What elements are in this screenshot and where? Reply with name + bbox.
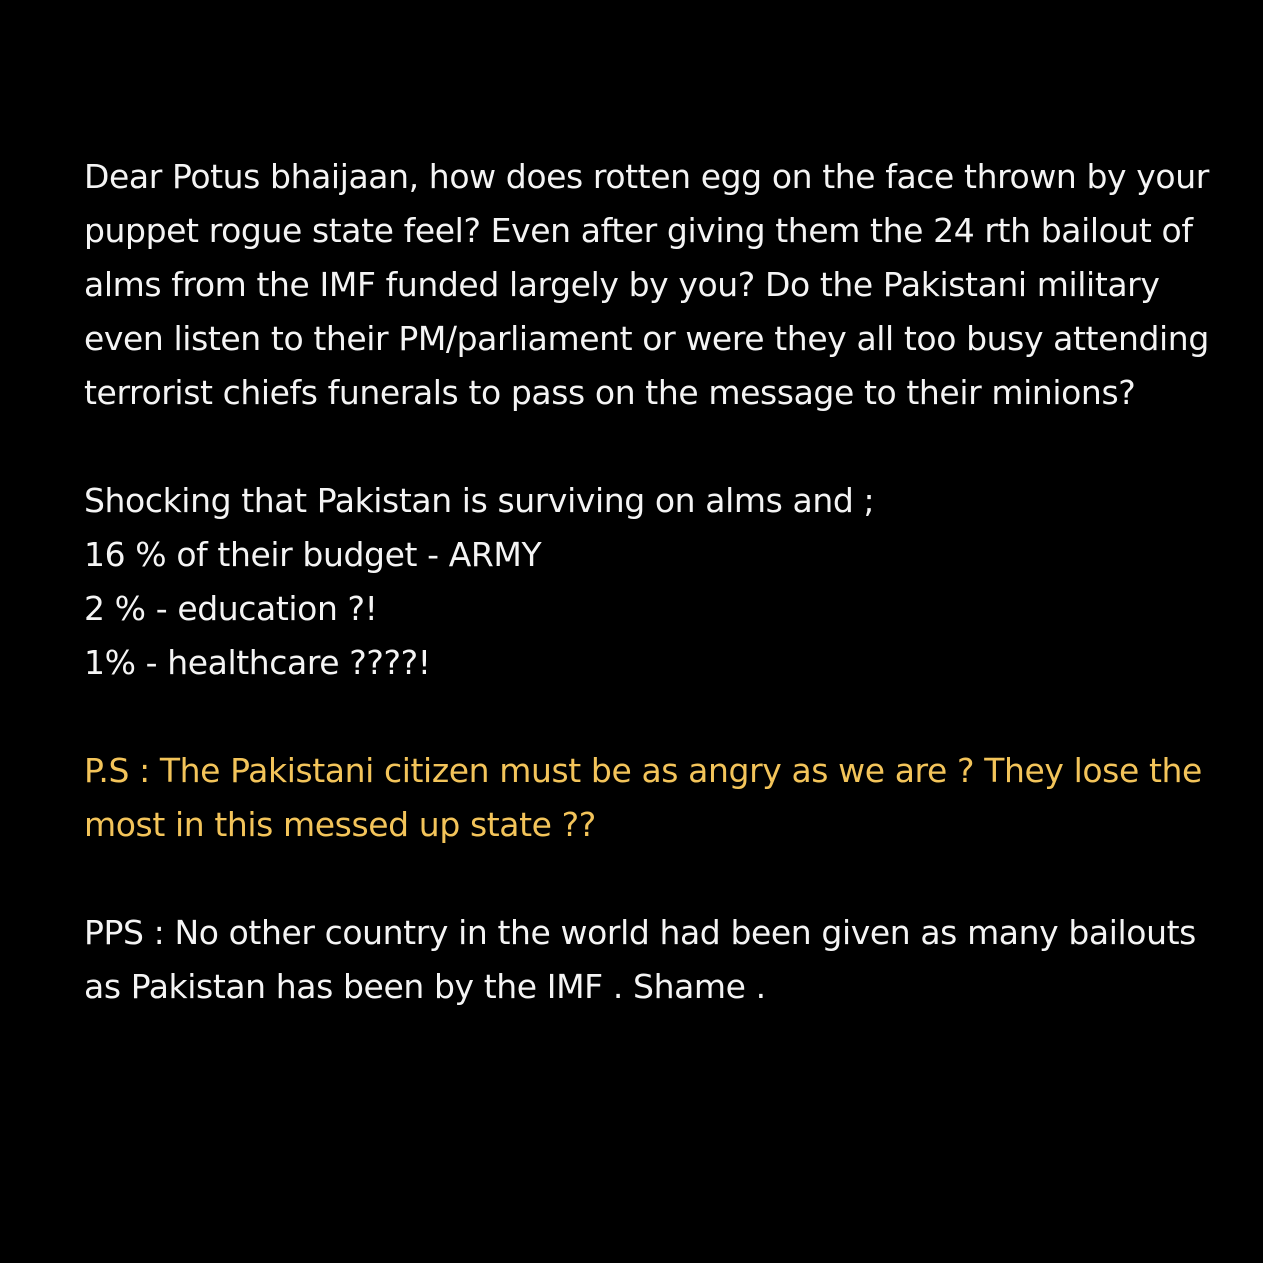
paragraph-spacer <box>84 690 1214 744</box>
budget-line-army: 16 % of their budget - ARMY <box>84 535 542 574</box>
post-body <box>84 150 1214 1014</box>
paragraph-spacer <box>84 420 1214 474</box>
paragraph-spacer <box>84 852 1214 906</box>
budget-block <box>84 474 1214 690</box>
budget-intro-line: Shocking that Pakistan is surviving on alms and ; <box>84 481 875 520</box>
intro-paragraph: Dear Potus bhaijaan, how does rotten egg on the face thrown by your puppet rogue state feel? Even after giving them the 24 rth bailout of alms from the IMF funded largely by you? Do the Pakistani military even listen to their PM/parliament or were they all too busy attending terrorist chiefs funerals to pass on the message to their minions? <box>84 157 1209 412</box>
budget-line-education: 2 % - education ?! <box>84 589 378 628</box>
ps-paragraph: P.S : The Pakistani citizen must be as angry as we are ? They lose the most in this messed up state ?? <box>84 751 1202 844</box>
pps-paragraph: PPS : No other country in the world had been given as many bailouts as Pakistan has been by the IMF . Shame . <box>84 913 1196 1006</box>
budget-line-healthcare: 1% - healthcare ????! <box>84 643 431 682</box>
